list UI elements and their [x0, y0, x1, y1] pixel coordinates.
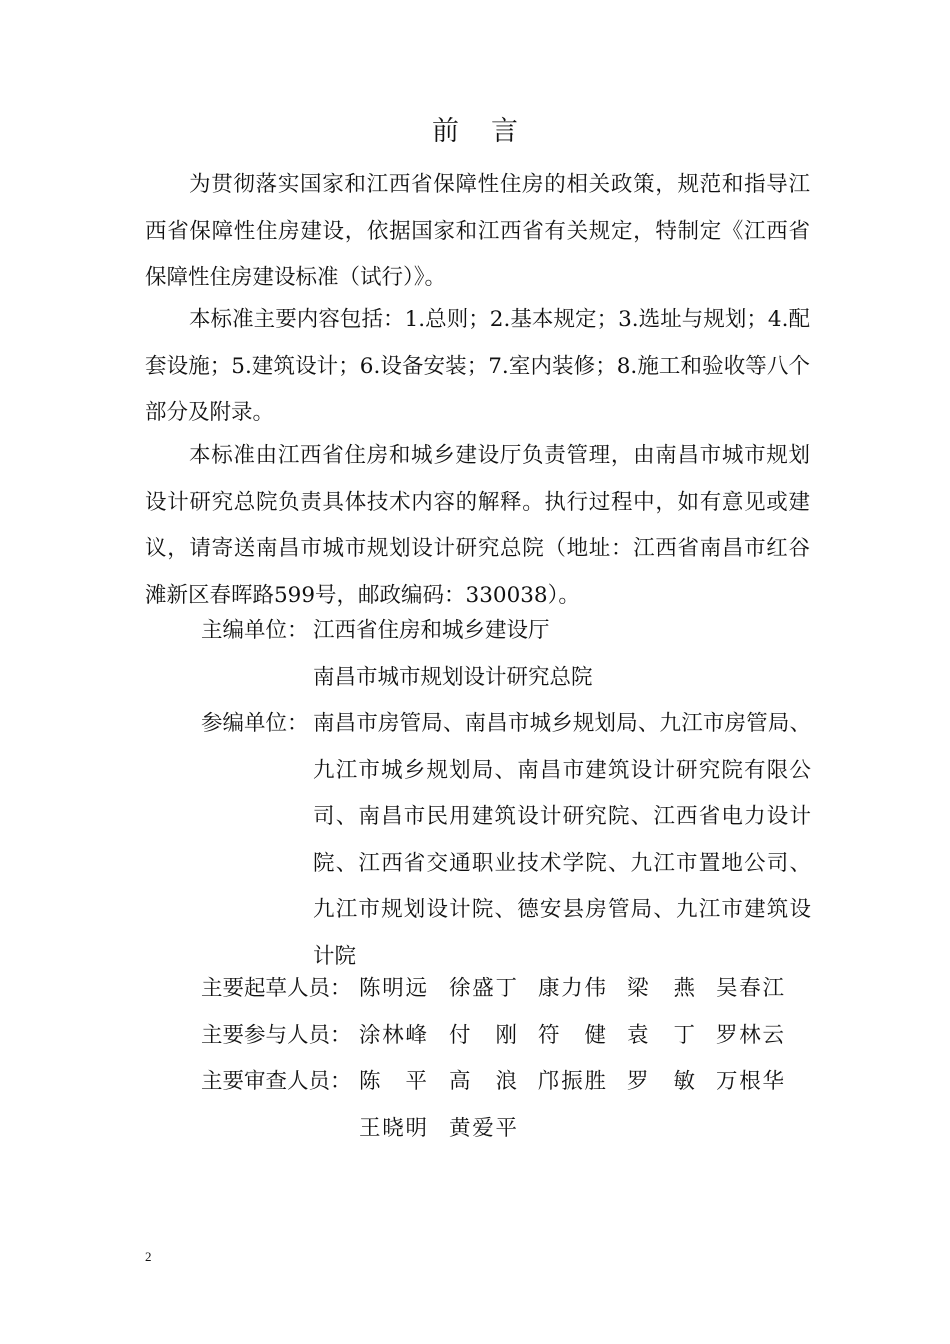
paragraph-management: 本标准由江西省住房和城乡建设厅负责管理，由南昌市城市规划设计研究总院负责具体技术内容的解释。执行过程中，如有意见或建议，请寄送南昌市城市规划设计研究总院（地址：江西省南昌市红谷滩新区春晖路599号，邮政编码：330038）。 [145, 443, 810, 608]
person-name: 万 根 华 [716, 1069, 784, 1094]
participants-row [201, 1013, 801, 1060]
reviewers-row [201, 1059, 801, 1106]
person-name: 康 力 伟 [538, 976, 606, 1001]
person-name: 梁 燕 [627, 976, 695, 1001]
participant-unit-line: 九江市城乡规划局、南昌市建筑设计研究院有限公 [313, 757, 811, 783]
reviewers-label: 主要审查人员： [201, 1069, 352, 1094]
participant-unit-line: 九江市规划设计院、德安县房管局、九江市建筑设 [313, 897, 811, 922]
person-name: 符 健 [538, 1022, 606, 1048]
participant-unit-line: 南昌市房管局、南昌市城乡规划局、九江市房管局、 [313, 711, 811, 736]
reviewers-row-continued [201, 1106, 801, 1153]
chief-editor-label: 主编单位： [201, 618, 309, 643]
participants-label: 主要参与人员： [201, 1022, 352, 1048]
chief-editor-unit: 江西省住房和城乡建设厅 [313, 618, 550, 643]
chief-editor-unit: 南昌市城市规划设计研究总院 [313, 664, 593, 690]
participant-unit-line: 计院 [313, 943, 357, 969]
person-name: 罗 林 云 [716, 1022, 784, 1048]
person-name: 高 浪 [449, 1069, 517, 1094]
drafters-row [201, 966, 801, 1013]
person-name: 陈 平 [359, 1069, 427, 1094]
paragraph-contents: 本标准主要内容包括：1.总则；2.基本规定；3.选址与规划；4.配套设施；5.建筑设计；6.设备安装；7.室内装修；8.施工和验收等八个部分及附录。 [145, 307, 810, 425]
person-name: 邝 振 胜 [538, 1069, 606, 1094]
paragraph-intro: 为贯彻落实国家和江西省保障性住房的相关政策，规范和指导江西省保障性住房建设，依据国家和江西省有关规定，特制定《江西省保障性住房建设标准（试行）》。 [145, 172, 810, 290]
person-name: 徐 盛 丁 [449, 976, 517, 1001]
participant-unit-line: 院、江西省交通职业技术学院、九江市置地公司、 [313, 850, 811, 876]
person-name: 王 晓 明 [359, 1115, 427, 1141]
page-title: 前言 [432, 116, 550, 147]
participant-label: 参编单位： [201, 711, 309, 736]
person-name: 付 刚 [449, 1022, 517, 1048]
person-name: 罗 敏 [627, 1069, 695, 1094]
person-name: 吴 春 江 [716, 976, 784, 1001]
person-name: 陈 明 远 [359, 976, 427, 1001]
person-name: 黄 爱 平 [449, 1115, 517, 1141]
drafters-label: 主要起草人员： [201, 976, 352, 1001]
person-name: 涂 林 峰 [359, 1022, 427, 1048]
personnel-list [201, 966, 801, 1152]
page-number: 2 [145, 1249, 152, 1264]
participant-unit-line: 司、南昌市民用建筑设计研究院、江西省电力设计 [313, 804, 811, 829]
person-name: 袁 丁 [627, 1022, 695, 1048]
